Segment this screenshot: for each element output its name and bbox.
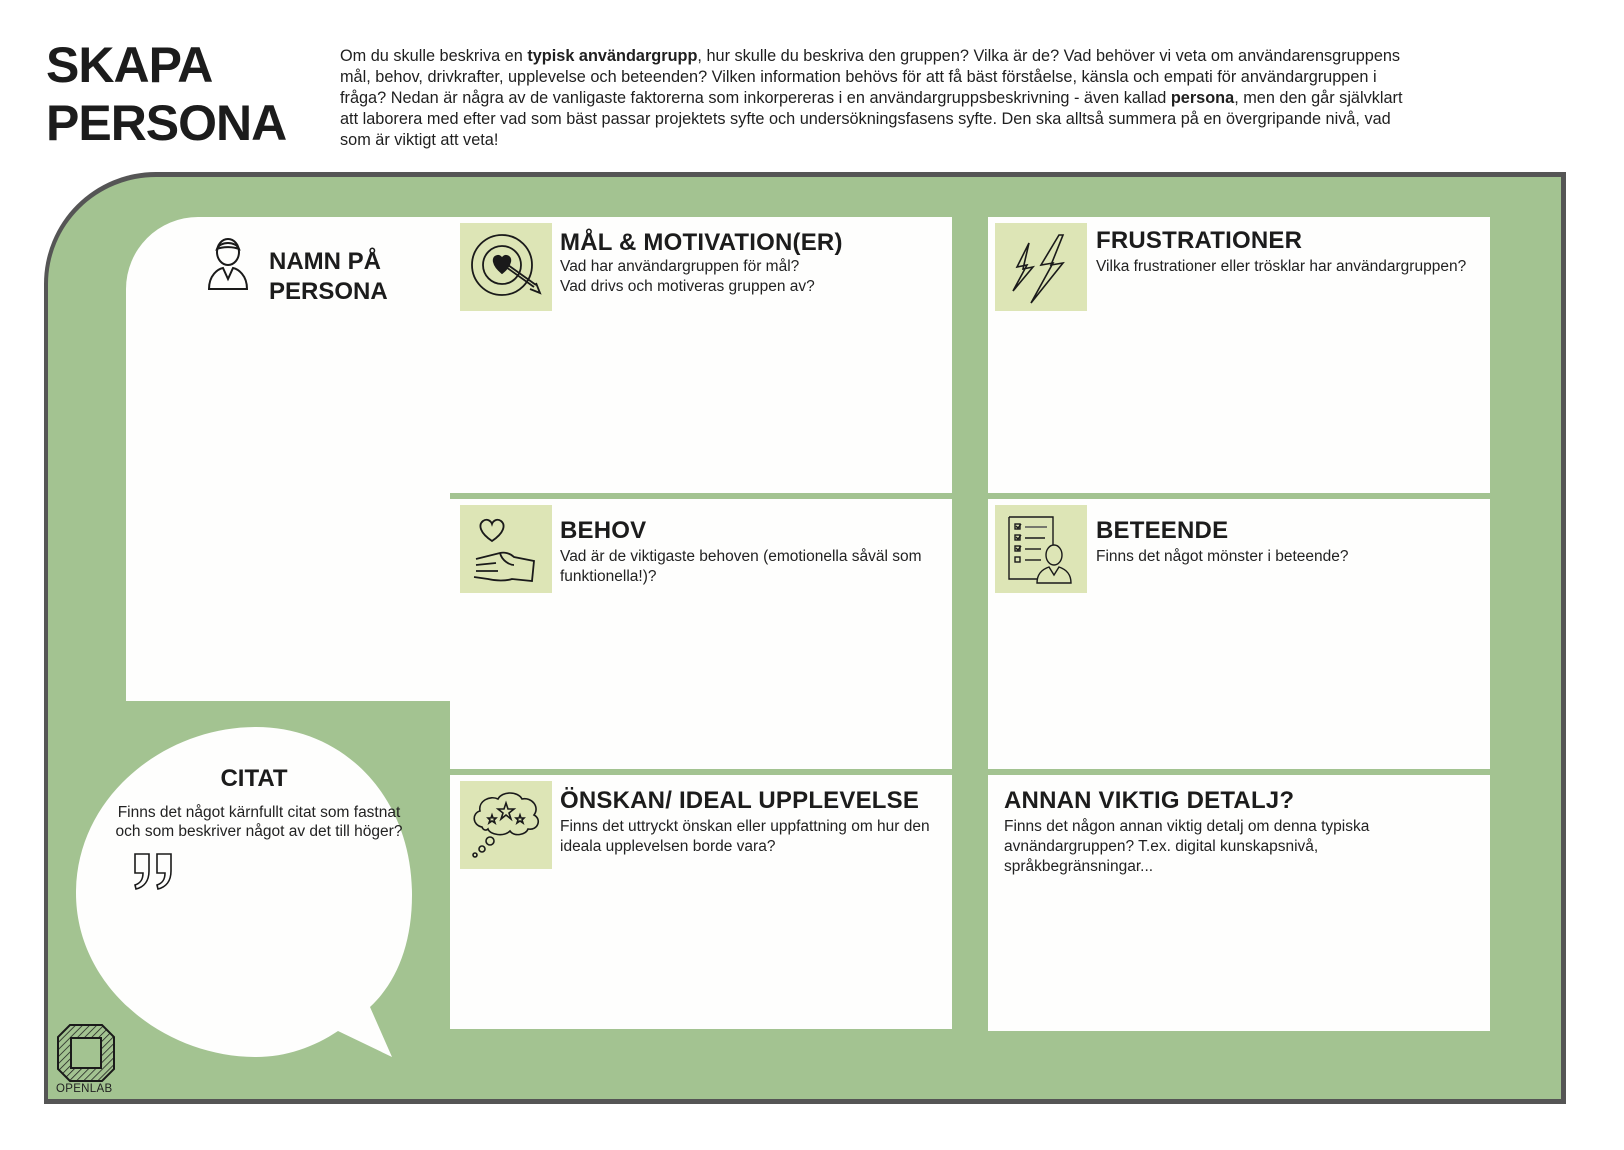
card-description: Finns det uttryckt önskan eller uppfattning om hur den ideala upplevelsen borde vara? <box>560 818 930 855</box>
openlab-logo-icon <box>56 1023 118 1083</box>
persona-name-panel[interactable] <box>126 217 466 701</box>
card-other-detail[interactable] <box>988 775 1490 1031</box>
card-needs[interactable] <box>450 499 952 769</box>
checklist-person-icon <box>1001 509 1081 589</box>
lightning-bolts-icon <box>1001 227 1081 307</box>
card-icon-box <box>995 223 1087 311</box>
page-title-line2: PERSONA <box>46 95 287 151</box>
card-icon-box <box>460 505 552 593</box>
card-wish-ideal-experience[interactable] <box>450 775 952 1029</box>
intro-paragraph <box>340 46 1420 151</box>
card-frustrations[interactable] <box>988 217 1490 493</box>
card-description: Finns det något mönster i beteende? <box>1096 548 1349 565</box>
card-goals-motivation[interactable] <box>450 217 952 493</box>
card-title: FRUSTRATIONER <box>1096 227 1303 254</box>
thought-cloud-stars-icon <box>466 785 546 865</box>
citat-bubble[interactable] <box>74 725 434 1065</box>
target-heart-arrow-icon <box>466 227 546 307</box>
persona-title <box>269 247 388 307</box>
persona-title-line1: NAMN PÅ <box>269 248 381 275</box>
card-description: Vilka frustrationer eller trösklar har användargruppen? <box>1096 258 1467 275</box>
card-behavior[interactable] <box>988 499 1490 769</box>
intro-bold-persona: persona <box>1170 89 1235 107</box>
intro-text: Om du skulle beskriva en <box>340 47 528 65</box>
card-icon-box <box>460 781 552 869</box>
card-title: BETEENDE <box>1096 517 1229 544</box>
person-icon <box>206 235 250 291</box>
heart-hand-icon <box>466 509 546 589</box>
openlab-label: OPENLAB <box>56 1083 113 1095</box>
card-description <box>560 257 815 297</box>
intro-bold-user-group: typisk användargrupp <box>527 47 698 65</box>
card-icon-box <box>460 223 552 311</box>
citat-title: CITAT <box>220 765 288 792</box>
page-title <box>46 36 286 152</box>
card-title: ÖNSKAN/ IDEAL UPPLEVELSE <box>560 787 920 814</box>
card-description-line: Vad drivs och motiveras gruppen av? <box>560 278 815 295</box>
card-description-line: Vad har användargruppen för mål? <box>560 258 800 275</box>
intro-text: , hur skulle du beskriva den gruppen? Vilka är de? Vad behöver vi veta om användarensgruppens mål, behov, drivkrafter, upplevelse och beteenden? Vilken information behövs för att få bäst förståelse, känsla och empati för användargruppen i fråga? Nedan är några av de vanligaste faktorerna som inkorpereras i en användargruppsbeskrivning - även kallad <box>340 47 1401 107</box>
persona-title-line2: PERSONA <box>269 278 388 305</box>
card-icon-box <box>995 505 1087 593</box>
quote-marks-icon <box>132 851 176 891</box>
persona-board <box>44 172 1566 1104</box>
page-title-line1: SKAPA <box>46 37 213 93</box>
card-title: BEHOV <box>560 517 647 544</box>
intro-text: , men den går självklart att laborera med efter vad som bäst passar projektets syfte och undersökningsfasens syfte. Den ska alltså summera på en övergripande nivå, vad som är viktigt att veta! <box>340 89 1403 149</box>
card-description: Vad är de viktigaste behoven (emotionella såväl som funktionella!)? <box>560 548 922 585</box>
card-title: ANNAN VIKTIG DETALJ? <box>1004 787 1295 814</box>
card-title: MÅL & MOTIVATION(ER) <box>560 229 843 256</box>
citat-description: Finns det något kärnfullt citat som fastnat och som beskriver något av det till höger? <box>115 804 403 840</box>
card-description: Finns det någon annan viktig detalj om denna typiska avnändargruppen? T.ex. digital kunskapsnivå, språkbegränsningar... <box>1004 818 1370 875</box>
